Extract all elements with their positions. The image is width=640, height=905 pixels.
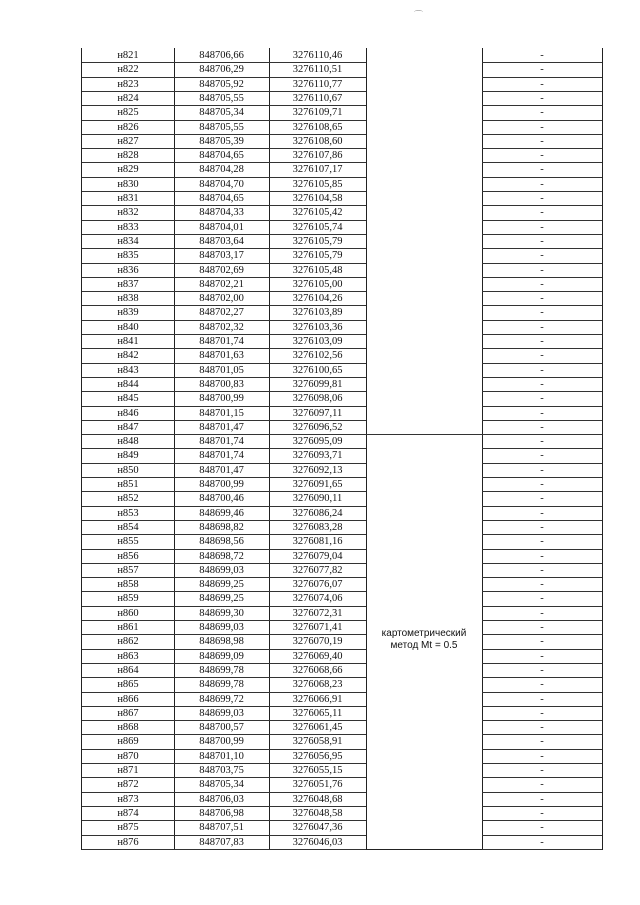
cell-accuracy: -	[540, 336, 544, 347]
cell-point-id: н872	[117, 779, 139, 791]
cell-coord-y: 3276105,74	[292, 221, 343, 233]
method-line-2: метод Mt = 0.5	[390, 640, 458, 651]
cell-accuracy: -	[540, 321, 544, 333]
cell-coord-x: 848701,74	[199, 336, 244, 347]
cell-coord-y: 3276071,41	[292, 622, 343, 633]
cell-point-id: н851	[117, 479, 139, 490]
cell-coord-y: 3276055,15	[292, 765, 343, 776]
cell-coord-y: 3276066,91	[292, 693, 343, 705]
cell-coord-x: 848702,69	[199, 264, 244, 276]
cell-coord-y: 3276104,58	[292, 193, 343, 204]
cell-coord-y: 3276110,51	[292, 64, 343, 76]
cell-accuracy: -	[540, 550, 544, 562]
cell-point-id: н870	[117, 750, 139, 762]
cell-point-id: н875	[117, 822, 139, 834]
cell-coord-y: 3276105,79	[292, 235, 343, 247]
cell-coord-y: 3276047,36	[292, 822, 343, 834]
cell-accuracy: -	[540, 636, 544, 648]
cell-accuracy: -	[540, 822, 544, 834]
cell-point-id: н873	[117, 793, 139, 805]
cell-coord-x: 848700,99	[199, 479, 244, 490]
cell-accuracy: -	[540, 193, 544, 204]
cell-coord-x: 848702,21	[199, 278, 244, 290]
cell-point-id: н849	[117, 450, 139, 462]
cell-coord-y: 3276110,46	[292, 50, 343, 61]
cell-coord-y: 3276091,65	[292, 479, 343, 490]
cell-point-id: н847	[117, 421, 139, 433]
cell-coord-x: 848705,55	[199, 92, 244, 104]
cell-coord-x: 848699,09	[199, 650, 244, 662]
cell-coord-x: 848704,65	[199, 193, 244, 204]
cell-coord-x: 848701,74	[199, 450, 244, 462]
cell-coord-x: 848698,56	[199, 536, 244, 548]
cell-point-id: н829	[117, 164, 139, 176]
cell-point-id: н854	[117, 521, 139, 533]
cell-coord-y: 3276104,26	[292, 293, 343, 305]
cell-coord-y: 3276108,65	[292, 121, 343, 133]
cell-accuracy: -	[540, 579, 544, 591]
cell-point-id: н852	[117, 493, 139, 505]
cell-point-id: н821	[117, 50, 139, 61]
cell-accuracy: -	[540, 736, 544, 748]
cell-coord-x: 848701,05	[199, 364, 244, 376]
cell-point-id: н846	[117, 407, 139, 419]
cell-coord-x: 848707,83	[199, 836, 244, 848]
cell-accuracy: -	[540, 593, 544, 605]
cell-coord-x: 848698,72	[199, 550, 244, 562]
cell-accuracy: -	[540, 793, 544, 805]
cell-coord-x: 848699,46	[199, 507, 244, 519]
cell-accuracy: -	[540, 121, 544, 133]
cell-point-id: н836	[117, 264, 139, 276]
cell-coord-y: 3276105,79	[292, 250, 343, 262]
cell-point-id: н823	[117, 78, 139, 90]
cell-coord-x: 848701,47	[199, 421, 244, 433]
cell-coord-y: 3276079,04	[292, 550, 343, 562]
cell-coord-x: 848706,66	[199, 50, 244, 61]
cell-coord-x: 848700,83	[199, 378, 244, 390]
cell-accuracy: -	[540, 722, 544, 734]
cell-accuracy: -	[540, 378, 544, 390]
cell-coord-y: 3276093,71	[292, 450, 343, 462]
cell-coord-x: 848706,29	[199, 64, 244, 76]
cell-accuracy: -	[540, 564, 544, 576]
cell-coord-x: 848705,39	[199, 135, 244, 147]
cell-accuracy: -	[540, 836, 544, 848]
cell-point-id: н864	[117, 664, 139, 676]
cell-accuracy: -	[540, 207, 544, 219]
cell-accuracy: -	[540, 178, 544, 190]
cell-accuracy: -	[540, 479, 544, 490]
cell-coord-y: 3276083,28	[292, 521, 343, 533]
cell-accuracy: -	[540, 493, 544, 505]
cell-accuracy: -	[540, 421, 544, 433]
cell-point-id: н869	[117, 736, 139, 748]
cell-point-id: н861	[117, 622, 139, 633]
cell-coord-y: 3276107,17	[292, 164, 343, 176]
cell-point-id: н834	[117, 235, 139, 247]
cell-coord-y: 3276097,11	[292, 407, 343, 419]
method-cell	[366, 628, 482, 652]
cell-point-id: н867	[117, 707, 139, 719]
cell-coord-x: 848700,99	[199, 736, 244, 748]
cell-point-id: н837	[117, 278, 139, 290]
cell-coord-x: 848702,27	[199, 307, 244, 319]
cell-point-id: н827	[117, 135, 139, 147]
cell-accuracy: -	[540, 407, 544, 419]
cell-coord-x: 848703,17	[199, 250, 244, 262]
cell-coord-x: 848704,28	[199, 164, 244, 176]
cell-coord-x: 848700,46	[199, 493, 244, 505]
cell-coord-y: 3276105,85	[292, 178, 343, 190]
cell-coord-y: 3276048,58	[292, 807, 343, 819]
cell-accuracy: -	[540, 293, 544, 305]
cell-accuracy: -	[540, 450, 544, 462]
cell-accuracy: -	[540, 807, 544, 819]
cell-coord-y: 3276098,06	[292, 393, 343, 405]
cell-point-id: н842	[117, 350, 139, 362]
cell-coord-x: 848704,01	[199, 221, 244, 233]
cell-point-id: н828	[117, 150, 139, 162]
cell-coord-x: 848704,65	[199, 150, 244, 162]
cell-coord-y: 3276096,52	[292, 421, 343, 433]
cell-coord-y: 3276048,68	[292, 793, 343, 805]
cell-coord-y: 3276095,09	[292, 436, 343, 448]
cell-accuracy: -	[540, 750, 544, 762]
cell-accuracy: -	[540, 307, 544, 319]
cell-point-id: н855	[117, 536, 139, 548]
cell-accuracy: -	[540, 679, 544, 691]
cell-coord-y: 3276065,11	[292, 707, 343, 719]
cell-accuracy: -	[540, 779, 544, 791]
cell-coord-y: 3276100,65	[292, 364, 343, 376]
cell-point-id: н859	[117, 593, 139, 605]
cell-coord-x: 848699,78	[199, 664, 244, 676]
cell-coord-y: 3276090,11	[292, 493, 343, 505]
cell-coord-y: 3276046,03	[292, 836, 343, 848]
cell-coord-y: 3276072,31	[292, 607, 343, 619]
cell-coord-x: 848706,03	[199, 793, 244, 805]
cell-accuracy: -	[540, 235, 544, 247]
cell-coord-x: 848699,30	[199, 607, 244, 619]
cell-coord-y: 3276092,13	[292, 464, 343, 476]
cell-accuracy: -	[540, 607, 544, 619]
cell-point-id: н866	[117, 693, 139, 705]
cell-coord-y: 3276051,76	[292, 779, 343, 791]
cell-point-id: н830	[117, 178, 139, 190]
cell-point-id: н824	[117, 92, 139, 104]
cell-point-id: н862	[117, 636, 139, 648]
cell-coord-x: 848700,57	[199, 722, 244, 734]
cell-coord-x: 848699,25	[199, 593, 244, 605]
cell-coord-x: 848705,55	[199, 121, 244, 133]
cell-accuracy: -	[540, 364, 544, 376]
cell-accuracy: -	[540, 164, 544, 176]
cell-coord-x: 848702,32	[199, 321, 244, 333]
cell-coord-y: 3276103,36	[292, 321, 343, 333]
scan-mark: ⌒	[414, 10, 424, 20]
cell-accuracy: -	[540, 250, 544, 262]
cell-accuracy: -	[540, 92, 544, 104]
cell-coord-x: 848705,34	[199, 107, 244, 119]
cell-coord-x: 848701,10	[199, 750, 244, 762]
cell-coord-x: 848703,64	[199, 235, 244, 247]
cell-point-id: н845	[117, 393, 139, 405]
cell-point-id: н843	[117, 364, 139, 376]
cell-coord-y: 3276077,82	[292, 564, 343, 576]
cell-point-id: н840	[117, 321, 139, 333]
cell-point-id: н876	[117, 836, 139, 848]
cell-coord-y: 3276061,45	[292, 722, 343, 734]
column-divider	[366, 48, 367, 849]
cell-coord-x: 848702,00	[199, 293, 244, 305]
cell-accuracy: -	[540, 107, 544, 119]
cell-point-id: н848	[117, 436, 139, 448]
cell-accuracy: -	[540, 521, 544, 533]
cell-coord-x: 848698,98	[199, 636, 244, 648]
cell-accuracy: -	[540, 765, 544, 776]
cell-accuracy: -	[540, 464, 544, 476]
cell-point-id: н835	[117, 250, 139, 262]
cell-point-id: н853	[117, 507, 139, 519]
cell-point-id: н865	[117, 679, 139, 691]
cell-coord-y: 3276109,71	[292, 107, 343, 119]
cell-accuracy: -	[540, 393, 544, 405]
cell-coord-y: 3276107,86	[292, 150, 343, 162]
cell-point-id: н857	[117, 564, 139, 576]
cell-coord-y: 3276076,07	[292, 579, 343, 591]
cell-point-id: н856	[117, 550, 139, 562]
cell-coord-x: 848698,82	[199, 521, 244, 533]
cell-point-id: н831	[117, 193, 139, 204]
cell-coord-x: 848699,25	[199, 579, 244, 591]
cell-coord-y: 3276074,06	[292, 593, 343, 605]
cell-coord-y: 3276070,19	[292, 636, 343, 648]
cell-point-id: н839	[117, 307, 139, 319]
cell-coord-y: 3276110,67	[292, 92, 343, 104]
cell-accuracy: -	[540, 221, 544, 233]
cell-coord-y: 3276069,40	[292, 650, 343, 662]
cell-point-id: н832	[117, 207, 139, 219]
cell-point-id: н844	[117, 378, 139, 390]
cell-point-id: н858	[117, 579, 139, 591]
cell-coord-x: 848699,03	[199, 707, 244, 719]
cell-coord-x: 848707,51	[199, 822, 244, 834]
cell-coord-y: 3276081,16	[292, 536, 343, 548]
cell-accuracy: -	[540, 50, 544, 61]
cell-accuracy: -	[540, 507, 544, 519]
cell-coord-y: 3276110,77	[292, 78, 343, 90]
cell-coord-x: 848701,15	[199, 407, 244, 419]
cell-accuracy: -	[540, 536, 544, 548]
cell-coord-x: 848704,70	[199, 178, 244, 190]
cell-coord-x: 848706,98	[199, 807, 244, 819]
cell-accuracy: -	[540, 436, 544, 448]
cell-point-id: н841	[117, 336, 139, 347]
cell-point-id: н822	[117, 64, 139, 76]
cell-point-id: н871	[117, 765, 139, 776]
cell-coord-y: 3276105,42	[292, 207, 343, 219]
cell-coord-x: 848699,72	[199, 693, 244, 705]
cell-coord-y: 3276068,66	[292, 664, 343, 676]
cell-coord-x: 848704,33	[199, 207, 244, 219]
cell-coord-x: 848705,92	[199, 78, 244, 90]
cell-coord-y: 3276103,89	[292, 307, 343, 319]
cell-point-id: н850	[117, 464, 139, 476]
cell-point-id: н826	[117, 121, 139, 133]
cell-point-id: н838	[117, 293, 139, 305]
coordinates-table	[81, 48, 603, 850]
cell-point-id: н863	[117, 650, 139, 662]
cell-coord-y: 3276105,48	[292, 264, 343, 276]
cell-coord-x: 848699,78	[199, 679, 244, 691]
cell-coord-y: 3276102,56	[292, 350, 343, 362]
cell-accuracy: -	[540, 150, 544, 162]
cell-coord-x: 848701,63	[199, 350, 244, 362]
cell-accuracy: -	[540, 650, 544, 662]
cell-coord-x: 848703,75	[199, 765, 244, 776]
cell-coord-y: 3276105,00	[292, 278, 343, 290]
cell-point-id: н860	[117, 607, 139, 619]
cell-accuracy: -	[540, 693, 544, 705]
merged-cell-top-border	[366, 434, 482, 435]
cell-coord-x: 848699,03	[199, 564, 244, 576]
cell-point-id: н833	[117, 221, 139, 233]
cell-accuracy: -	[540, 135, 544, 147]
cell-coord-y: 3276108,60	[292, 135, 343, 147]
cell-accuracy: -	[540, 350, 544, 362]
cell-point-id: н825	[117, 107, 139, 119]
cell-point-id: н868	[117, 722, 139, 734]
cell-accuracy: -	[540, 64, 544, 76]
method-line-1: картометрический	[381, 628, 467, 639]
cell-coord-x: 848705,34	[199, 779, 244, 791]
cell-coord-y: 3276103,09	[292, 336, 343, 347]
cell-accuracy: -	[540, 278, 544, 290]
cell-coord-y: 3276099,81	[292, 378, 343, 390]
cell-coord-y: 3276068,23	[292, 679, 343, 691]
cell-accuracy: -	[540, 78, 544, 90]
cell-point-id: н874	[117, 807, 139, 819]
cell-coord-y: 3276058,91	[292, 736, 343, 748]
cell-accuracy: -	[540, 622, 544, 633]
cell-coord-y: 3276086,24	[292, 507, 343, 519]
cell-accuracy: -	[540, 707, 544, 719]
cell-coord-x: 848701,47	[199, 464, 244, 476]
cell-coord-y: 3276056,95	[292, 750, 343, 762]
cell-coord-x: 848699,03	[199, 622, 244, 633]
cell-accuracy: -	[540, 264, 544, 276]
cell-accuracy: -	[540, 664, 544, 676]
cell-coord-x: 848701,74	[199, 436, 244, 448]
cell-coord-x: 848700,99	[199, 393, 244, 405]
